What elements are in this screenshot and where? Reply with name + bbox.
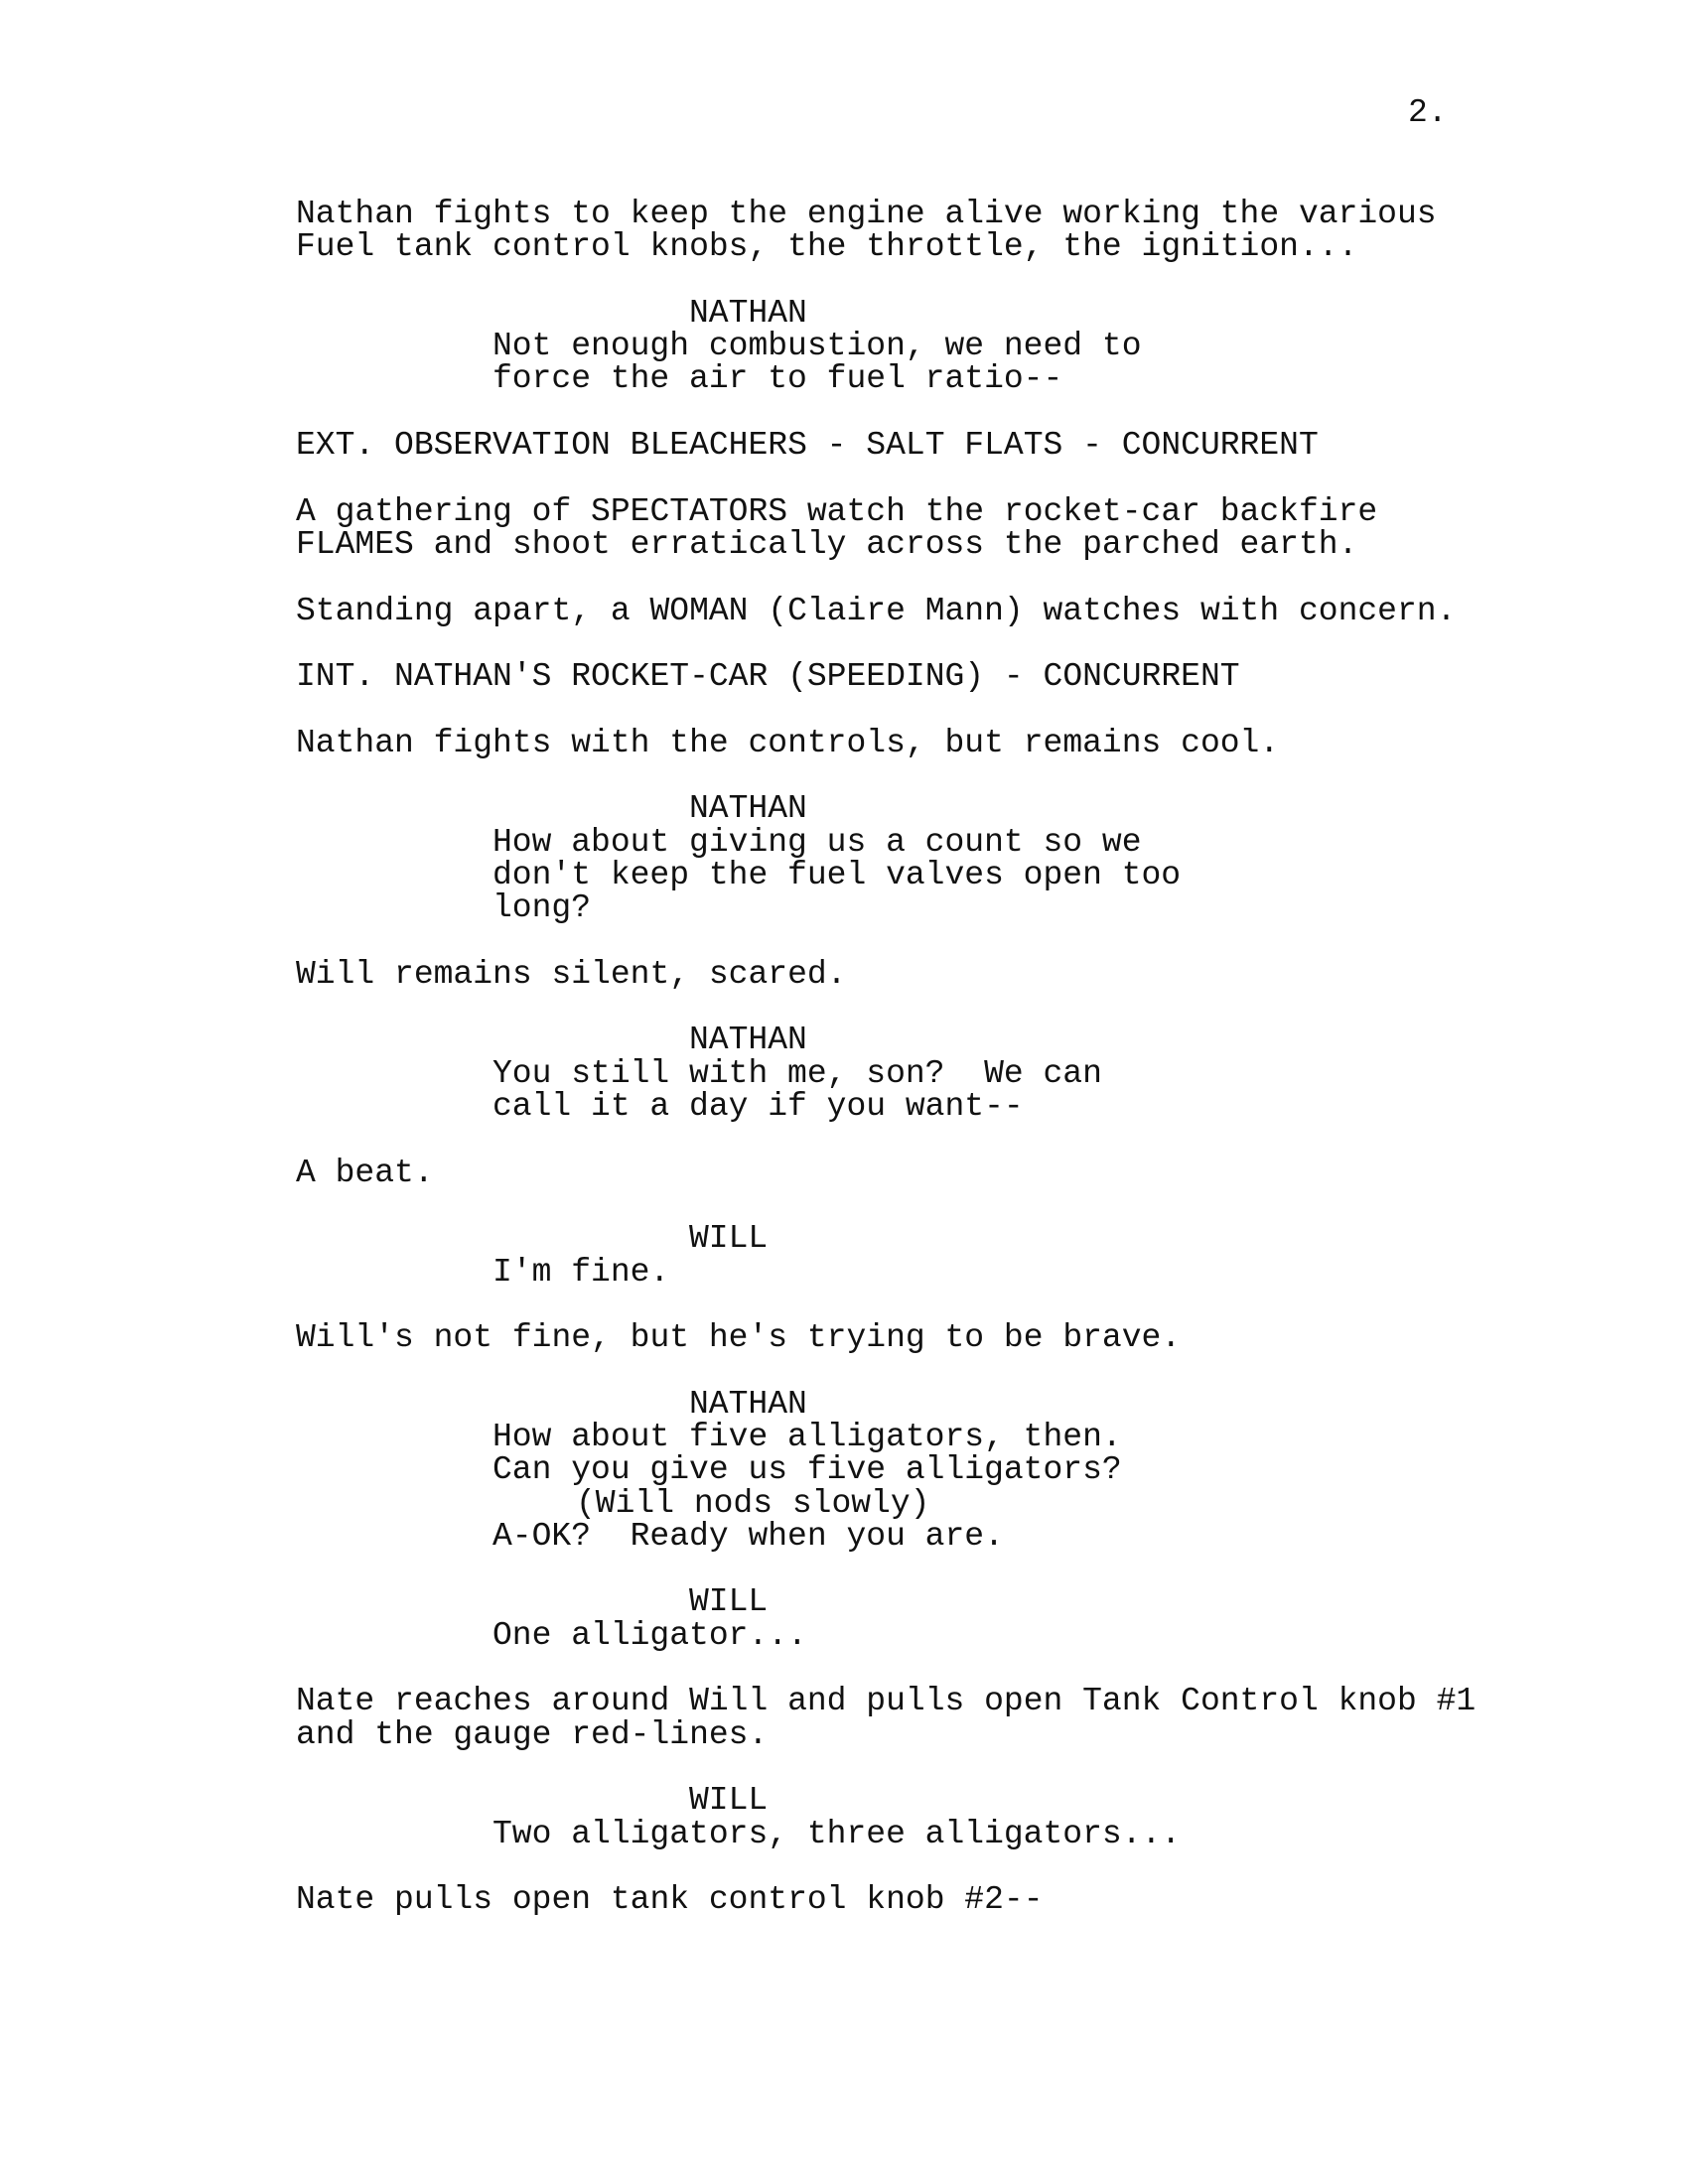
- dialogue-line: force the air to fuel ratio--: [492, 360, 1063, 398]
- dialogue-line: How about giving us a count so we: [492, 823, 1142, 861]
- blank-line: [0, 462, 1688, 494]
- dialogue-line: Two alligators, three alligators...: [492, 1815, 1182, 1852]
- screenplay-body: [0, 196, 1688, 1919]
- dialogue-line: I'm fine.: [492, 1253, 670, 1291]
- blank-line: [0, 627, 1688, 660]
- action-line: A gathering of SPECTATORS watch the rocket-car backfire: [296, 492, 1378, 530]
- action-line: FLAMES and shoot erratically across the parched earth.: [296, 525, 1358, 563]
- blank-line: [0, 264, 1688, 297]
- action-line: Nate reaches around Will and pulls open Tank Control knob #1: [296, 1683, 1477, 1720]
- character-cue: WILL: [689, 1220, 769, 1258]
- scene-heading: EXT. OBSERVATION BLEACHERS - SALT FLATS - CONCURRENT: [296, 427, 1319, 465]
- action-line: Nate pulls open tank control knob #2--: [296, 1881, 1044, 1919]
- character-cue: NATHAN: [689, 790, 807, 828]
- action-line: A beat.: [296, 1154, 434, 1191]
- character-cue: WILL: [689, 1583, 769, 1621]
- dialogue-line: Not enough combustion, we need to: [492, 328, 1142, 365]
- dialogue-line: A-OK? Ready when you are.: [492, 1517, 1004, 1555]
- action-line: Standing apart, a WOMAN (Claire Mann) watches with concern.: [296, 592, 1457, 629]
- dialogue-line: One alligator...: [492, 1616, 807, 1654]
- dialogue-line: Can you give us five alligators?: [492, 1451, 1122, 1489]
- page-number: 2.: [1408, 94, 1448, 131]
- action-line: Will's not fine, but he's trying to be brave.: [296, 1319, 1182, 1357]
- parenthetical: (Will nods slowly): [576, 1484, 930, 1522]
- blank-line: [0, 1751, 1688, 1784]
- blank-line: [0, 561, 1688, 594]
- blank-line: [0, 925, 1688, 958]
- blank-line: [0, 1123, 1688, 1156]
- blank-line: [0, 1289, 1688, 1321]
- action-line: Nathan fights with the controls, but remains cool.: [296, 724, 1280, 761]
- blank-line: [0, 759, 1688, 792]
- scene-heading: INT. NATHAN'S ROCKET-CAR (SPEEDING) - CONCURRENT: [296, 658, 1240, 696]
- action-line: and the gauge red-lines.: [296, 1715, 769, 1753]
- blank-line: [0, 991, 1688, 1024]
- character-cue: NATHAN: [689, 1022, 807, 1059]
- action-line: Nathan fights to keep the engine alive working the various: [296, 196, 1437, 232]
- blank-line: [0, 1553, 1688, 1585]
- dialogue-line: How about five alligators, then.: [492, 1418, 1122, 1455]
- blank-line: [0, 396, 1688, 429]
- action-line: Will remains silent, scared.: [296, 955, 847, 993]
- dialogue-line: call it a day if you want--: [492, 1088, 1024, 1126]
- character-cue: NATHAN: [689, 294, 807, 332]
- action-line: Fuel tank control knobs, the throttle, the ignition...: [296, 228, 1358, 266]
- dialogue-line: don't keep the fuel valves open too: [492, 856, 1182, 893]
- dialogue-line: You still with me, son? We can: [492, 1054, 1102, 1092]
- blank-line: [0, 693, 1688, 726]
- character-cue: WILL: [689, 1782, 769, 1820]
- blank-line: [0, 1850, 1688, 1883]
- blank-line: [0, 1354, 1688, 1387]
- blank-line: [0, 1189, 1688, 1222]
- character-cue: NATHAN: [689, 1385, 807, 1423]
- dialogue-line: long?: [492, 889, 592, 927]
- blank-line: [0, 1652, 1688, 1685]
